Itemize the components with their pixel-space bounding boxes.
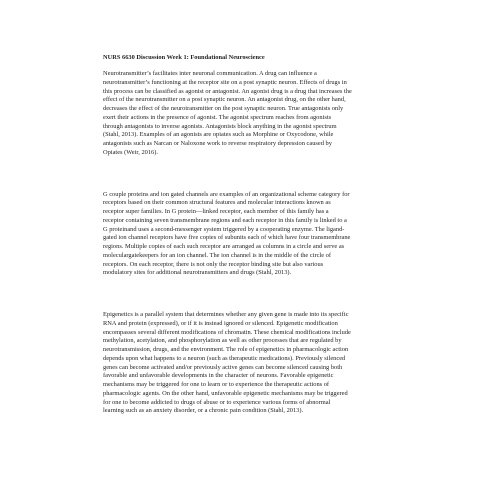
text-line: receptor containing seven transmembrane regions and each receptor in this family is linked to a <box>103 216 347 224</box>
text-line: decreases the effect of the neurotransmitter on the post synaptic neuron. True antagonists only <box>103 105 344 112</box>
text-line: methylation, acetylation, and phosphorylation as well as other processes that are regulated by <box>103 337 342 345</box>
text-line: receptor super families. In G protein—linked receptor, each member of this family has a <box>103 208 329 215</box>
text-line: Neurotransmitter’s facilitates inter neuronal communication. A drug can influence a <box>103 70 317 77</box>
text-line: Epigenetics is a parallel system that determines whether any given gene is made into its specific <box>103 311 349 318</box>
text-line: Opiates (Weir, 2016). <box>103 148 158 156</box>
text-line: this process can be classified as agonist or antagonist. An agonist drug is a drug that increases the <box>103 87 352 95</box>
text-line: regions. Multiple copies of each such receptor are arranged as columns in a circle and serve as <box>103 243 345 250</box>
text-line: receptors based on their common structural features and molecular interactions known as <box>103 199 331 207</box>
text-line: RNA and protein (expressed), or if it is instead ignored or silenced. Epigenetic modification <box>103 319 338 327</box>
text-line: effect of the neurotransmitter on a post synaptic neuron. An antagonist drug, on the other hand, <box>103 96 346 104</box>
text-line: pharmacologic agents. On the other hand, unfavorable epigenetic mechanisms may be triggered <box>103 389 348 397</box>
text-line: for one to become addicted to drugs of abuse or to experience various forms of abnormal <box>103 398 331 406</box>
text-line: genes can become activated and/or previously active genes can become silenced causing both <box>103 363 343 371</box>
text-line: receptors. On each receptor, there is not only the receptor binding site but also various <box>103 260 324 268</box>
paragraph-receptor-superfamilies <box>103 191 408 279</box>
text-line: neurotransmission, drugs, and the environment. The role of epigenetics in pharmacologic action <box>103 346 349 353</box>
text-line: moleculargatekeepers for an ion channel. The ion channel is in the middle of the circle of <box>103 251 331 259</box>
text-line: learning such as an anxiety disorder, or a chronic pain condition (Stahl, 2013). <box>103 407 304 415</box>
text-line: encompasses several different modifications of chromatin. These chemical modifications include <box>103 328 351 336</box>
text-line: antagonists such as Narcan or Naloxone work to reverse respiratory depression caused by <box>103 140 332 147</box>
text-line: mechanisms may be triggered for one to learn or to experience the therapeutic actions of <box>103 381 330 388</box>
text-line: favorable and unfavorable developments in the character of neurons. Favorable epigenetic <box>103 372 334 380</box>
text-line: G couple proteins and ion gated channels are examples of an organizational scheme category for <box>103 190 350 198</box>
text-line: neurotransmitter’s functioning at the receptor site on a post synaptic neuron. Effects of drugs in <box>103 78 347 86</box>
text-line: (Stahl, 2013). Examples of an agonists are opiates such as Morphine or Oxycodone, while <box>103 131 334 139</box>
text-line: through antagonists to inverse agonists. Antagonists block anything in the agonist spectrum <box>103 122 337 130</box>
paragraph-epigenetics <box>103 311 408 416</box>
text-line: gated ion channel receptors have five copies of subunits each of which have four transmembrane <box>103 234 351 242</box>
text-line: depends upon what happens to a neuron (such as therapeutic medications). Previously silenced <box>103 354 346 362</box>
paragraph-agonists-antagonists <box>103 70 408 158</box>
text-line: modulatory sites for additional neurotransmitters and drugs (Stahl, 2013). <box>103 269 292 277</box>
document-body <box>103 54 408 416</box>
text-line: G proteinand uses a second-messenger system triggered by a cooperating enzyme. The ligand- <box>103 225 345 233</box>
text-line: exert their actions in the presence of agonist. The agonist spectrum reaches from agonists <box>103 113 332 121</box>
document-title: NURS 6630 Discussion Week 1: Foundational Neuroscience <box>103 54 265 61</box>
